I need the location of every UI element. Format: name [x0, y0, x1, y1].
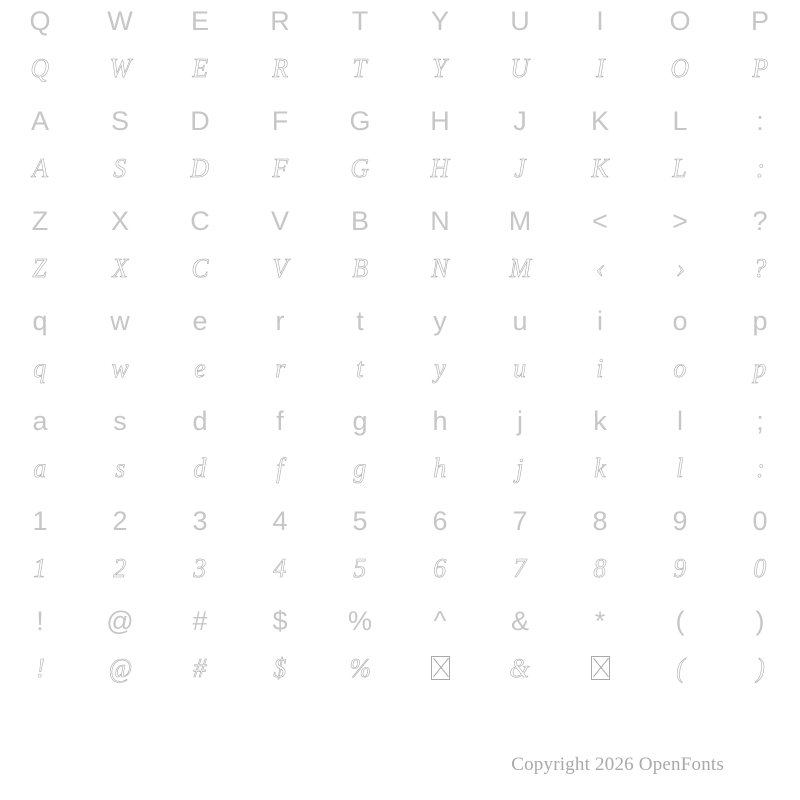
- key-label: 0: [752, 506, 768, 536]
- glyph-cell: [400, 600, 480, 700]
- glyph-sample: [275, 348, 286, 388]
- key-label: %: [347, 606, 372, 636]
- glyph-sample: [676, 648, 685, 688]
- glyph-sample: [109, 48, 132, 88]
- glyph-cell: [240, 200, 320, 300]
- glyph-cell: [240, 400, 320, 500]
- key-label: X: [110, 206, 129, 236]
- glyph-sample: [753, 248, 767, 288]
- key-label: U: [510, 6, 530, 36]
- glyph-character: h: [433, 453, 447, 483]
- glyph-cell: [400, 0, 480, 100]
- glyph-sample: [193, 448, 207, 488]
- key-label: q: [32, 306, 48, 336]
- key-label: >: [672, 206, 688, 236]
- key-label: V: [270, 206, 289, 236]
- glyph-character: 5: [353, 553, 367, 583]
- glyph-sample: [591, 148, 609, 188]
- key-label: G: [349, 106, 371, 136]
- glyph-cell: [240, 600, 320, 700]
- glyph-character: r: [274, 353, 285, 383]
- glyph-sample: [272, 48, 289, 88]
- glyph-cell: [0, 100, 80, 200]
- glyph-sample: [273, 648, 287, 688]
- glyph-character: T: [352, 53, 368, 83]
- glyph-cell: [320, 100, 400, 200]
- glyph-cell: [0, 0, 80, 100]
- glyph-cell: [640, 0, 720, 100]
- key-label: o: [672, 306, 688, 336]
- glyph-sample: [30, 48, 50, 88]
- copyright-notice: Copyright 2026 OpenFonts: [511, 754, 724, 775]
- glyph-cell: [720, 400, 800, 500]
- glyph-cell: [320, 500, 400, 600]
- glyph-sample: [272, 248, 289, 288]
- glyph-sample: [516, 448, 524, 488]
- glyph-character: :: [755, 153, 765, 183]
- glyph-sample: [113, 148, 127, 188]
- glyph-character: C: [191, 253, 209, 283]
- glyph-character: N: [431, 253, 449, 283]
- glyph-cell: [480, 200, 560, 300]
- glyph-character: 6: [433, 553, 447, 583]
- glyph-character: I: [595, 53, 605, 83]
- key-label: s: [113, 406, 127, 436]
- glyph-sample: [353, 448, 367, 488]
- glyph-character: g: [353, 453, 367, 483]
- key-label: N: [430, 206, 450, 236]
- glyph-character: 8: [593, 553, 607, 583]
- glyph-character: X: [112, 253, 128, 283]
- key-label: R: [270, 6, 290, 36]
- glyph-character: 0: [753, 553, 767, 583]
- glyph-character: J: [514, 153, 526, 183]
- glyph-character: G: [350, 153, 370, 183]
- glyph-sample: [352, 48, 367, 88]
- key-label: 2: [112, 506, 128, 536]
- glyph-character: s: [114, 453, 125, 483]
- glyph-cell: [720, 0, 800, 100]
- glyph-sample: [36, 648, 45, 688]
- glyph-sample: [514, 148, 526, 188]
- glyph-cell: [320, 400, 400, 500]
- glyph-character: V: [272, 253, 288, 283]
- key-label: ^: [433, 606, 447, 636]
- glyph-character: M: [509, 253, 531, 283]
- key-label: 4: [272, 506, 288, 536]
- glyph-cell: [80, 600, 160, 700]
- glyph-character: !: [35, 653, 45, 683]
- glyph-cell: [560, 100, 640, 200]
- key-label: Y: [430, 6, 449, 36]
- glyph-character: u: [513, 353, 527, 383]
- key-label: k: [593, 406, 607, 436]
- glyph-cell: [320, 300, 400, 400]
- key-label: W: [107, 6, 133, 36]
- glyph-sample: [756, 648, 765, 688]
- notdef-box-icon: [591, 656, 610, 680]
- glyph-cell: [480, 500, 560, 600]
- glyph-sample: [193, 648, 207, 688]
- glyph-cell: [0, 500, 80, 600]
- glyph-character: 7: [513, 553, 527, 583]
- glyph-sample: [191, 248, 209, 288]
- missing-glyph-box: [431, 648, 450, 688]
- glyph-cell: [720, 100, 800, 200]
- glyph-character: f: [276, 453, 284, 483]
- glyph-cell: [160, 100, 240, 200]
- key-label: t: [356, 306, 364, 336]
- glyph-character: d: [193, 453, 207, 483]
- glyph-character: k: [594, 453, 606, 483]
- glyph-sample: [594, 448, 606, 488]
- glyph-sample: [673, 548, 687, 588]
- key-label: Z: [31, 206, 49, 236]
- key-label: F: [271, 106, 289, 136]
- key-label: ?: [752, 206, 768, 236]
- glyph-cell: [160, 200, 240, 300]
- glyph-sample: [509, 648, 530, 688]
- glyph-character: U: [510, 53, 530, 83]
- glyph-cell: [640, 100, 720, 200]
- glyph-sample: [192, 48, 209, 88]
- glyph-sample: [753, 548, 767, 588]
- glyph-character: H: [430, 153, 450, 183]
- key-label: i: [597, 306, 603, 336]
- glyph-sample: [194, 348, 206, 388]
- glyph-character: A: [32, 153, 48, 183]
- key-label: J: [513, 106, 527, 136]
- glyph-sample: [433, 448, 447, 488]
- glyph-sample: [273, 548, 287, 588]
- glyph-sample: [431, 248, 449, 288]
- glyph-cell: [80, 500, 160, 600]
- glyph-character: B: [352, 253, 368, 283]
- glyph-cell: [560, 500, 640, 600]
- glyph-sample: [190, 148, 210, 188]
- key-label: l: [677, 406, 683, 436]
- glyph-cell: [320, 600, 400, 700]
- glyph-cell: [80, 0, 160, 100]
- glyph-cell: [160, 600, 240, 700]
- glyph-cell: [720, 500, 800, 600]
- glyph-cell: [400, 300, 480, 400]
- key-label: !: [36, 606, 44, 636]
- glyph-cell: [80, 100, 160, 200]
- glyph-sample: [676, 448, 684, 488]
- glyph-cell: [560, 600, 640, 700]
- glyph-sample: [33, 548, 47, 588]
- glyph-character: 4: [273, 553, 287, 583]
- glyph-cell: [80, 400, 160, 500]
- key-label: a: [32, 406, 48, 436]
- glyph-cell: [640, 600, 720, 700]
- glyph-sample: [434, 348, 446, 388]
- glyph-character: $: [273, 653, 287, 683]
- glyph-character: ‹: [595, 253, 605, 283]
- glyph-character: w: [111, 353, 129, 383]
- key-label: P: [750, 6, 769, 36]
- glyph-sample: [276, 448, 284, 488]
- key-label: *: [594, 606, 606, 636]
- glyph-cell: [560, 300, 640, 400]
- glyph-character: o: [673, 353, 687, 383]
- glyph-character: P: [752, 53, 768, 83]
- glyph-cell: [480, 600, 560, 700]
- key-label: @: [106, 606, 134, 636]
- key-label: 3: [192, 506, 208, 536]
- glyph-sample: [596, 248, 605, 288]
- glyph-character: @: [108, 653, 132, 683]
- glyph-sample: [513, 548, 527, 588]
- glyph-sample: [672, 148, 687, 188]
- glyph-sample: [673, 348, 687, 388]
- glyph-cell: [400, 200, 480, 300]
- glyph-character: W: [109, 53, 131, 83]
- glyph-character: t: [356, 353, 364, 383]
- key-label: d: [192, 406, 208, 436]
- glyph-character: 1: [33, 553, 47, 583]
- key-label: <: [592, 206, 608, 236]
- glyph-sample: [32, 148, 49, 188]
- glyph-cell: [640, 400, 720, 500]
- glyph-cell: [0, 400, 80, 500]
- glyph-cell: [320, 0, 400, 100]
- glyph-sample: [670, 48, 690, 88]
- key-label: 7: [512, 506, 528, 536]
- glyph-cell: [480, 100, 560, 200]
- glyph-sample: [113, 548, 127, 588]
- key-label: :: [756, 106, 764, 136]
- glyph-character: i: [596, 353, 604, 383]
- glyph-character: %: [349, 653, 371, 683]
- glyph-character: :: [755, 453, 765, 483]
- glyph-character: &: [510, 653, 530, 683]
- key-label: &: [510, 606, 529, 636]
- key-label: j: [517, 406, 523, 436]
- glyph-cell: [640, 200, 720, 300]
- key-label: f: [276, 406, 284, 436]
- glyph-character: ?: [753, 253, 767, 283]
- glyph-character: p: [753, 353, 767, 383]
- glyph-cell: [160, 400, 240, 500]
- key-label: 6: [432, 506, 448, 536]
- glyph-sample: [350, 148, 370, 188]
- glyph-sample: [115, 448, 126, 488]
- key-label: e: [192, 306, 208, 336]
- glyph-sample: [430, 148, 450, 188]
- glyph-sample: [33, 348, 47, 388]
- glyph-sample: [32, 248, 47, 288]
- key-label: 5: [352, 506, 368, 536]
- glyph-sample: [272, 148, 289, 188]
- notdef-box-icon: [431, 656, 450, 680]
- glyph-character: E: [192, 53, 208, 83]
- glyph-character: a: [33, 453, 47, 483]
- key-label: T: [351, 6, 369, 36]
- glyph-sample: [510, 48, 530, 88]
- key-label: #: [192, 606, 208, 636]
- key-label: B: [350, 206, 369, 236]
- key-label: 9: [672, 506, 688, 536]
- key-label: H: [430, 106, 450, 136]
- key-label: g: [352, 406, 368, 436]
- glyph-character: D: [190, 153, 210, 183]
- glyph-cell: [480, 400, 560, 500]
- glyph-character: L: [672, 153, 688, 183]
- glyph-character: ): [755, 653, 765, 683]
- glyph-character: R: [272, 53, 288, 83]
- glyph-character: Z: [32, 253, 48, 283]
- key-label: 8: [592, 506, 608, 536]
- glyph-cell: [720, 300, 800, 400]
- key-label: ;: [756, 406, 764, 436]
- glyph-cell: [160, 500, 240, 600]
- glyph-sample: [596, 48, 605, 88]
- glyph-sample: [353, 548, 367, 588]
- glyph-character: e: [194, 353, 206, 383]
- glyph-cell: [720, 200, 800, 300]
- glyph-cell: [560, 200, 640, 300]
- key-label: K: [590, 106, 609, 136]
- glyph-sample: [111, 348, 129, 388]
- glyph-character: S: [113, 153, 127, 183]
- key-label: h: [432, 406, 448, 436]
- key-label: L: [672, 106, 688, 136]
- key-label: A: [30, 106, 49, 136]
- glyph-sample: [112, 248, 129, 288]
- glyph-character: O: [670, 53, 690, 83]
- glyph-character: l: [676, 453, 684, 483]
- glyph-sample: [593, 548, 607, 588]
- key-label: E: [190, 6, 209, 36]
- glyph-sample: [756, 448, 765, 488]
- key-label: r: [275, 306, 285, 336]
- key-label: w: [110, 306, 130, 336]
- glyph-character: 9: [673, 553, 687, 583]
- glyph-character: 2: [113, 553, 127, 583]
- glyph-character: K: [591, 153, 609, 183]
- key-label: M: [508, 206, 532, 236]
- glyph-cell: [400, 100, 480, 200]
- missing-glyph-box: [591, 648, 610, 688]
- glyph-cell: [320, 200, 400, 300]
- glyph-sample: [676, 248, 685, 288]
- key-label: S: [110, 106, 129, 136]
- glyph-cell: [240, 0, 320, 100]
- glyph-cell: [160, 300, 240, 400]
- glyph-cell: [640, 300, 720, 400]
- glyph-cell: [560, 400, 640, 500]
- glyph-cell: [400, 500, 480, 600]
- key-label: $: [272, 606, 288, 636]
- glyph-character: j: [516, 453, 524, 483]
- glyph-cell: [720, 600, 800, 700]
- glyph-cell: [80, 200, 160, 300]
- key-label: u: [512, 306, 528, 336]
- glyph-cell: [160, 0, 240, 100]
- glyph-character: y: [434, 353, 446, 383]
- glyph-sample: [432, 48, 447, 88]
- glyph-character: Y: [432, 53, 448, 83]
- key-label: (: [675, 606, 685, 636]
- glyph-cell: [240, 100, 320, 200]
- glyph-character: q: [33, 353, 47, 383]
- glyph-sample: [756, 148, 765, 188]
- glyph-sample: [108, 648, 133, 688]
- glyph-sample: [349, 648, 372, 688]
- glyph-cell: [480, 300, 560, 400]
- glyph-cell: [640, 500, 720, 600]
- glyph-sample: [509, 248, 532, 288]
- key-label: ): [755, 606, 765, 636]
- key-label: I: [596, 6, 604, 36]
- glyph-sample: [513, 348, 527, 388]
- glyph-character: (: [675, 653, 685, 683]
- glyph-cell: [560, 0, 640, 100]
- glyph-sample: [433, 548, 447, 588]
- glyph-cell: [480, 0, 560, 100]
- glyph-sample: [33, 448, 47, 488]
- key-label: D: [190, 106, 210, 136]
- glyph-cell: [0, 200, 80, 300]
- key-label: p: [752, 306, 768, 336]
- key-label: y: [433, 306, 447, 336]
- glyph-character: ›: [675, 253, 685, 283]
- glyph-cell: [0, 300, 80, 400]
- glyph-character: #: [193, 653, 207, 683]
- key-label: O: [669, 6, 691, 36]
- glyph-cell: [240, 300, 320, 400]
- glyph-character: 3: [193, 553, 207, 583]
- glyph-sample: [596, 348, 604, 388]
- glyph-character: F: [272, 153, 288, 183]
- glyph-cell: [400, 400, 480, 500]
- glyph-cell: [0, 600, 80, 700]
- key-label: 1: [32, 506, 48, 536]
- glyph-sample: [356, 348, 364, 388]
- key-label: Q: [29, 6, 51, 36]
- glyph-sample: [753, 348, 767, 388]
- glyph-sample: [752, 48, 769, 88]
- key-label: C: [190, 206, 210, 236]
- glyph-character: Q: [30, 53, 50, 83]
- glyph-cell: [240, 500, 320, 600]
- glyph-sample: [193, 548, 207, 588]
- glyph-cell: [80, 300, 160, 400]
- glyph-sample: [352, 248, 369, 288]
